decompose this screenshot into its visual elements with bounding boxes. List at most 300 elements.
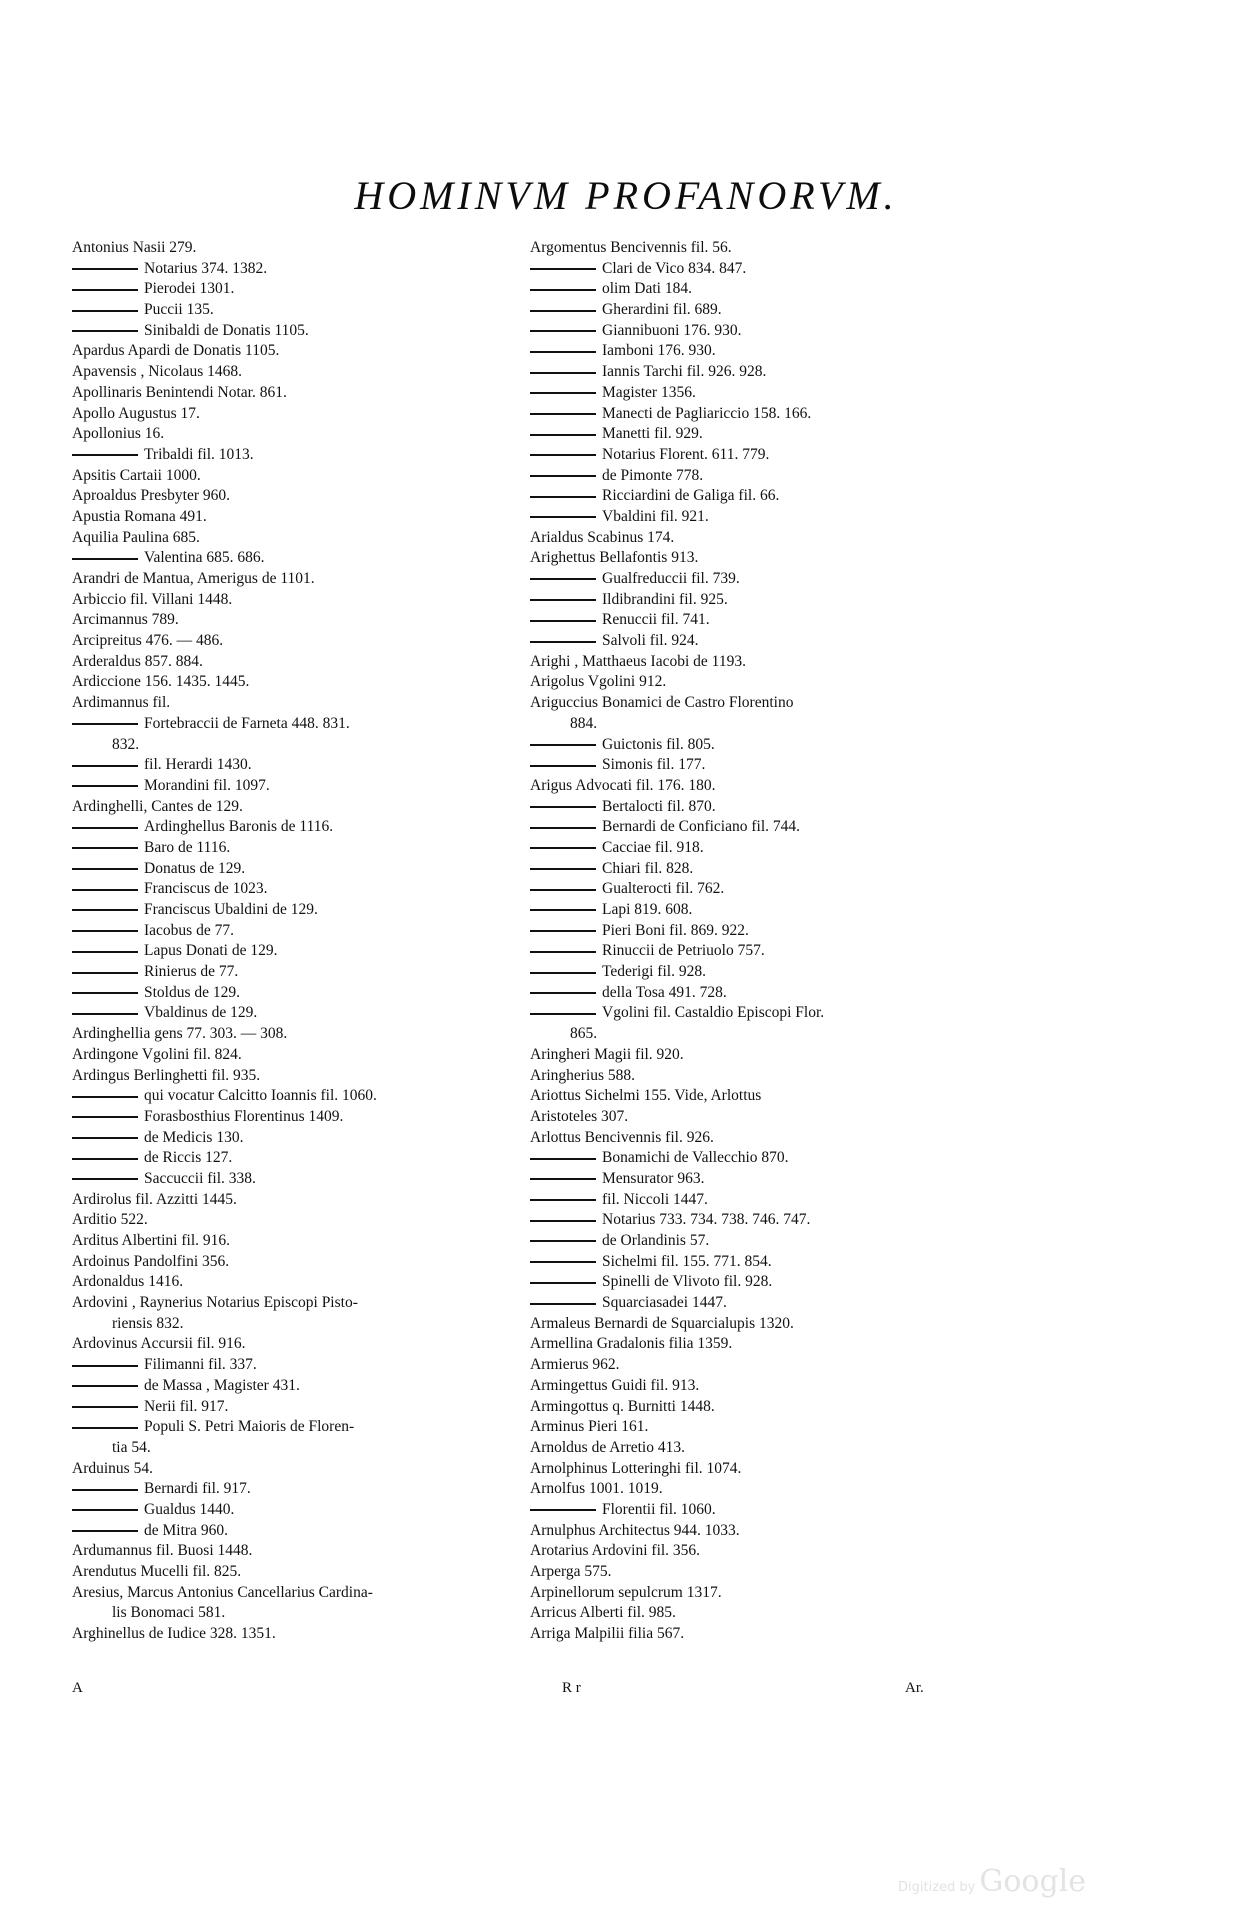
index-entry bbox=[72, 1148, 542, 1169]
index-entry-text: Arditus Albertini fil. 916. bbox=[72, 1232, 231, 1249]
catchword: Ar. bbox=[905, 1680, 924, 1696]
index-entry-text: de Medicis 130. bbox=[144, 1128, 244, 1146]
index-entry bbox=[530, 921, 960, 942]
index-entry-text: Ardingus Berlinghetti fil. 935. bbox=[72, 1066, 261, 1084]
ditto-dash bbox=[530, 496, 596, 498]
index-entry bbox=[530, 693, 960, 714]
ditto-dash bbox=[530, 1220, 596, 1222]
ditto-dash bbox=[530, 392, 596, 394]
index-entry-text: Ardiccione 156. 1435. 1445. bbox=[72, 673, 250, 691]
index-entry bbox=[530, 900, 960, 921]
index-entry bbox=[530, 404, 960, 425]
ditto-dash bbox=[72, 1406, 138, 1408]
index-entry bbox=[530, 507, 960, 528]
index-entry-text: Ariottus Sichelmi 155. Vide, Arlottus bbox=[530, 1087, 762, 1105]
index-entry bbox=[530, 1334, 960, 1355]
ditto-dash bbox=[72, 847, 138, 849]
index-entry bbox=[72, 1190, 542, 1211]
ditto-dash bbox=[72, 765, 138, 767]
index-entry bbox=[530, 962, 960, 983]
index-entry bbox=[72, 693, 542, 714]
index-entry bbox=[530, 1603, 960, 1624]
index-entry bbox=[72, 755, 542, 776]
index-entry-text: Franciscus de 1023. bbox=[144, 880, 268, 898]
index-entry-text: Rinuccii de Petriuolo 757. bbox=[602, 942, 765, 960]
index-entry bbox=[72, 1293, 542, 1314]
index-entry bbox=[72, 652, 542, 673]
index-entry-text: Ardonaldus 1416. bbox=[72, 1273, 184, 1291]
index-entry bbox=[72, 983, 542, 1004]
index-entry-text: Notarius Florent. 611. 779. bbox=[602, 445, 770, 463]
index-entry bbox=[530, 1541, 960, 1562]
index-entry bbox=[530, 776, 960, 797]
index-entry-text: Squarciasadei 1447. bbox=[602, 1294, 727, 1312]
index-entry bbox=[72, 1272, 542, 1293]
index-entry-text: Arnoldus de Arretio 413. bbox=[530, 1438, 685, 1456]
ditto-dash bbox=[530, 641, 596, 643]
index-entry-text: olim Dati 184. bbox=[602, 280, 692, 298]
ditto-dash bbox=[72, 1137, 138, 1139]
index-entry bbox=[530, 300, 960, 321]
index-entry-text: Arperga 575. bbox=[530, 1563, 612, 1580]
index-entry-text: Giannibuoni 176. 930. bbox=[602, 321, 742, 339]
ditto-dash bbox=[72, 330, 138, 332]
index-entry bbox=[72, 941, 542, 962]
ditto-dash bbox=[530, 578, 596, 580]
index-entry-text: de Massa , Magister 431. bbox=[144, 1376, 300, 1394]
index-entry bbox=[72, 610, 542, 631]
index-entry bbox=[72, 1500, 542, 1521]
index-entry-text: Armingottus q. Burnitti 1448. bbox=[530, 1397, 715, 1415]
index-entry-text: Arlottus Bencivennis fil. 926. bbox=[530, 1128, 714, 1146]
ditto-dash bbox=[72, 454, 138, 456]
index-entry-text: qui vocatur Calcitto Ioannis fil. 1060. bbox=[144, 1087, 377, 1105]
ditto-dash bbox=[530, 310, 596, 312]
index-entry bbox=[72, 714, 542, 735]
index-entry-text: Apollo Augustus 17. bbox=[72, 404, 200, 422]
index-entry-continuation bbox=[72, 1603, 542, 1624]
index-column-right bbox=[530, 238, 960, 1645]
index-entry-text: Vbaldinus de 129. bbox=[144, 1004, 258, 1022]
index-entry-text: Simonis fil. 177. bbox=[602, 756, 706, 774]
index-entry bbox=[72, 879, 542, 900]
watermark-brand: Google bbox=[979, 1864, 1086, 1899]
page-title: HOMINVM PROFANORVM. bbox=[354, 173, 898, 218]
index-entry-text: Aristoteles 307. bbox=[530, 1107, 629, 1125]
index-entry bbox=[72, 300, 542, 321]
index-entry bbox=[72, 1541, 542, 1562]
index-entry bbox=[72, 962, 542, 983]
index-entry bbox=[530, 590, 960, 611]
ditto-dash bbox=[530, 351, 596, 353]
index-entry bbox=[72, 672, 542, 693]
index-entry bbox=[72, 1128, 542, 1149]
index-entry-text: Forasbosthius Florentinus 1409. bbox=[144, 1107, 344, 1125]
index-entry-text: riensis 832. bbox=[112, 1314, 184, 1332]
index-entry-text: de Orlandinis 57. bbox=[602, 1232, 710, 1249]
index-entry-text: de Riccis 127. bbox=[144, 1149, 233, 1167]
index-entry-text: Ardinghellia gens 77. 303. — 308. bbox=[72, 1025, 288, 1043]
index-entry-text: Arandri de Mantua, Amerigus de 1101. bbox=[72, 570, 315, 587]
ditto-dash bbox=[530, 972, 596, 974]
index-entry bbox=[72, 362, 542, 383]
ditto-dash bbox=[72, 558, 138, 560]
index-entry bbox=[530, 1562, 960, 1583]
index-entry bbox=[530, 1314, 960, 1335]
index-entry-text: Stoldus de 129. bbox=[144, 983, 241, 1001]
index-entry bbox=[530, 1397, 960, 1418]
index-entry bbox=[72, 1521, 542, 1542]
index-entry bbox=[530, 279, 960, 300]
index-entry-text: Gualdus 1440. bbox=[144, 1500, 235, 1518]
index-entry-text: Spinelli de Vlivoto fil. 928. bbox=[602, 1273, 773, 1291]
index-entry-text: Arminus Pieri 161. bbox=[530, 1418, 649, 1436]
ditto-dash bbox=[72, 1427, 138, 1429]
index-entry-text: 884. bbox=[570, 714, 598, 732]
index-entry-text: Arduinus 54. bbox=[72, 1459, 153, 1477]
index-entry bbox=[72, 1417, 542, 1438]
index-entry-text: Arghinellus de Iudice 328. 1351. bbox=[72, 1625, 276, 1643]
index-entry-text: della Tosa 491. 728. bbox=[602, 983, 727, 1001]
index-entry bbox=[72, 507, 542, 528]
index-entry bbox=[530, 1459, 960, 1480]
index-entry bbox=[530, 424, 960, 445]
ditto-dash bbox=[72, 310, 138, 312]
ditto-dash bbox=[530, 454, 596, 456]
ditto-dash bbox=[530, 289, 596, 291]
index-entry-text: de Mitra 960. bbox=[144, 1521, 228, 1539]
index-entry-text: Manecti de Pagliariccio 158. 166. bbox=[602, 404, 812, 422]
index-entry bbox=[530, 1190, 960, 1211]
ditto-dash bbox=[72, 785, 138, 787]
index-entry-text: Saccuccii fil. 338. bbox=[144, 1169, 256, 1187]
index-entry-continuation bbox=[530, 714, 960, 735]
index-entry-text: Ardumannus fil. Buosi 1448. bbox=[72, 1542, 253, 1560]
ditto-dash bbox=[72, 268, 138, 270]
ditto-dash bbox=[72, 1096, 138, 1098]
index-entry bbox=[530, 879, 960, 900]
ditto-dash bbox=[530, 475, 596, 477]
index-entry-text: Arnulphus Architectus 944. 1033. bbox=[530, 1521, 740, 1539]
index-entry-text: Argomentus Bencivennis fil. 56. bbox=[530, 239, 732, 256]
index-entry-text: Franciscus Ubaldini de 129. bbox=[144, 901, 318, 918]
index-entry-text: Iacobus de 77. bbox=[144, 921, 234, 939]
index-entry-text: Ricciardini de Galiga fil. 66. bbox=[602, 487, 780, 505]
index-entry-text: Aproaldus Presbyter 960. bbox=[72, 487, 230, 505]
ditto-dash bbox=[72, 972, 138, 974]
index-entry-continuation bbox=[72, 735, 542, 756]
index-entry bbox=[72, 404, 542, 425]
ditto-dash bbox=[530, 516, 596, 518]
ditto-dash bbox=[72, 868, 138, 870]
index-entry-text: Arendutus Mucelli fil. 825. bbox=[72, 1563, 242, 1580]
index-entry bbox=[530, 1583, 960, 1604]
ditto-dash bbox=[530, 268, 596, 270]
index-entry-text: Apsitis Cartaii 1000. bbox=[72, 466, 201, 484]
ditto-dash bbox=[530, 930, 596, 932]
index-entry-text: Ardingone Vgolini fil. 824. bbox=[72, 1045, 242, 1063]
index-entry-text: Apollinaris Benintendi Notar. 861. bbox=[72, 383, 287, 401]
index-entry bbox=[72, 838, 542, 859]
index-entry-text: Aquilia Paulina 685. bbox=[72, 528, 200, 546]
index-entry bbox=[530, 797, 960, 818]
index-entry-text: Arigolus Vgolini 912. bbox=[530, 673, 667, 691]
index-entry-text: Iamboni 176. 930. bbox=[602, 342, 716, 360]
index-entry-text: Apardus Apardi de Donatis 1105. bbox=[72, 342, 280, 360]
index-entry bbox=[530, 672, 960, 693]
index-entry bbox=[530, 259, 960, 280]
index-entry bbox=[72, 1355, 542, 1376]
index-entry-text: Gualfreduccii fil. 739. bbox=[602, 570, 740, 587]
index-entry-text: Arditio 522. bbox=[72, 1211, 148, 1229]
index-entry-text: Bonamichi de Vallecchio 870. bbox=[602, 1149, 789, 1167]
index-entry bbox=[72, 1252, 542, 1273]
index-entry-text: Armellina Gradalonis filia 1359. bbox=[530, 1335, 733, 1353]
ditto-dash bbox=[72, 1385, 138, 1387]
index-entry-text: Ardovini , Raynerius Notarius Episcopi Pisto- bbox=[72, 1294, 358, 1312]
index-entry-text: Armierus 962. bbox=[530, 1356, 620, 1374]
index-entry-text: Ariguccius Bonamici de Castro Florentino bbox=[530, 694, 794, 712]
index-entry bbox=[72, 445, 542, 466]
index-entry-text: Vgolini fil. Castaldio Episcopi Flor. bbox=[602, 1004, 825, 1022]
index-entry-text: Chiari fil. 828. bbox=[602, 859, 694, 877]
index-entry-text: Arcipreitus 476. — 486. bbox=[72, 632, 224, 650]
index-entry bbox=[530, 1293, 960, 1314]
index-entry bbox=[72, 383, 542, 404]
index-entry bbox=[72, 1024, 542, 1045]
index-entry bbox=[530, 445, 960, 466]
ditto-dash bbox=[72, 951, 138, 953]
index-entry-text: Morandini fil. 1097. bbox=[144, 776, 270, 794]
ditto-dash bbox=[72, 289, 138, 291]
index-entry-text: Renuccii fil. 741. bbox=[602, 611, 710, 629]
index-entry-text: Aringherius 588. bbox=[530, 1066, 636, 1084]
index-entry bbox=[530, 1128, 960, 1149]
index-entry-text: Nerii fil. 917. bbox=[144, 1397, 229, 1415]
index-entry bbox=[530, 735, 960, 756]
index-entry-text: Cacciae fil. 918. bbox=[602, 838, 704, 856]
ditto-dash bbox=[72, 1530, 138, 1532]
index-entry-text: Florentii fil. 1060. bbox=[602, 1500, 716, 1518]
index-entry bbox=[72, 1376, 542, 1397]
index-entry bbox=[530, 1521, 960, 1542]
index-entry-text: fil. Niccoli 1447. bbox=[602, 1190, 708, 1208]
index-entry-text: Pierodei 1301. bbox=[144, 280, 235, 298]
ditto-dash bbox=[72, 889, 138, 891]
index-entry bbox=[530, 1355, 960, 1376]
index-entry-text: Ardirolus fil. Azzitti 1445. bbox=[72, 1190, 237, 1208]
index-entry bbox=[530, 321, 960, 342]
index-entry bbox=[530, 1231, 960, 1252]
signature-mark-middle: R r bbox=[562, 1680, 581, 1696]
ditto-dash bbox=[72, 827, 138, 829]
index-entry bbox=[72, 1107, 542, 1128]
ditto-dash bbox=[530, 1261, 596, 1263]
index-entry-text: Arotarius Ardovini fil. 356. bbox=[530, 1542, 701, 1560]
index-entry-text: Aresius, Marcus Antonius Cancellarius Cardina- bbox=[72, 1583, 373, 1601]
index-entry bbox=[530, 1066, 960, 1087]
index-entry-text: Armingettus Guidi fil. 913. bbox=[530, 1376, 700, 1394]
ditto-dash bbox=[72, 909, 138, 911]
ditto-dash bbox=[530, 992, 596, 994]
index-entry-text: Mensurator 963. bbox=[602, 1169, 705, 1187]
ditto-dash bbox=[530, 1509, 596, 1511]
index-entry bbox=[72, 466, 542, 487]
index-entry bbox=[530, 817, 960, 838]
ditto-dash bbox=[72, 1489, 138, 1491]
index-entry bbox=[72, 776, 542, 797]
index-entry-text: Tribaldi fil. 1013. bbox=[144, 445, 254, 463]
index-entry bbox=[72, 486, 542, 507]
index-entry-text: Apustia Romana 491. bbox=[72, 507, 207, 525]
index-entry bbox=[72, 569, 542, 590]
index-entry bbox=[530, 1272, 960, 1293]
ditto-dash bbox=[530, 765, 596, 767]
index-entry bbox=[530, 1148, 960, 1169]
index-entry bbox=[530, 1479, 960, 1500]
digitized-watermark bbox=[898, 1864, 1086, 1899]
index-entry-text: Puccii 135. bbox=[144, 301, 214, 319]
ditto-dash bbox=[72, 930, 138, 932]
index-entry bbox=[72, 1624, 542, 1645]
index-entry-text: Ardovinus Accursii fil. 916. bbox=[72, 1335, 246, 1353]
index-entry bbox=[72, 548, 542, 569]
ditto-dash bbox=[530, 1178, 596, 1180]
index-entry-text: Bertalocti fil. 870. bbox=[602, 797, 716, 815]
ditto-dash bbox=[530, 847, 596, 849]
index-entry bbox=[72, 1210, 542, 1231]
index-entry bbox=[72, 424, 542, 445]
ditto-dash bbox=[530, 372, 596, 374]
index-entry-text: tia 54. bbox=[112, 1438, 151, 1456]
ditto-dash bbox=[72, 723, 138, 725]
ditto-dash bbox=[72, 1365, 138, 1367]
index-entry-text: Gualterocti fil. 762. bbox=[602, 880, 725, 898]
index-entry bbox=[530, 1500, 960, 1521]
ditto-dash bbox=[530, 434, 596, 436]
ditto-dash bbox=[530, 806, 596, 808]
index-entry-text: Arnolphinus Lotteringhi fil. 1074. bbox=[530, 1459, 742, 1477]
index-entry bbox=[72, 1562, 542, 1583]
ditto-dash bbox=[530, 744, 596, 746]
index-entry-text: Salvoli fil. 924. bbox=[602, 632, 699, 650]
index-entry bbox=[530, 1624, 960, 1645]
index-entry-text: Tederigi fil. 928. bbox=[602, 963, 706, 981]
index-entry bbox=[530, 1252, 960, 1273]
index-entry-text: Arpinellorum sepulcrum 1317. bbox=[530, 1583, 722, 1601]
index-entry bbox=[72, 1479, 542, 1500]
index-entry-text: Notarius 374. 1382. bbox=[144, 259, 268, 277]
index-entry-text: fil. Herardi 1430. bbox=[144, 756, 252, 774]
index-entry-continuation bbox=[530, 1024, 960, 1045]
signature-mark-left: A bbox=[72, 1680, 83, 1696]
index-entry bbox=[530, 383, 960, 404]
ditto-dash bbox=[530, 1240, 596, 1242]
index-entry-text: Bernardi fil. 917. bbox=[144, 1480, 251, 1498]
index-entry bbox=[530, 652, 960, 673]
index-entry-text: 865. bbox=[570, 1025, 598, 1043]
ditto-dash bbox=[530, 1013, 596, 1015]
index-entry bbox=[72, 321, 542, 342]
index-entry-text: Apollonius 16. bbox=[72, 425, 165, 443]
index-entry-text: Arricus Alberti fil. 985. bbox=[530, 1604, 676, 1622]
index-entry-text: Baro de 1116. bbox=[144, 838, 231, 856]
index-entry bbox=[72, 528, 542, 549]
index-entry bbox=[530, 859, 960, 880]
ditto-dash bbox=[530, 330, 596, 332]
index-entry bbox=[530, 466, 960, 487]
index-entry-text: Magister 1356. bbox=[602, 383, 696, 401]
ditto-dash bbox=[530, 1158, 596, 1160]
index-entry bbox=[72, 859, 542, 880]
index-entry bbox=[530, 1376, 960, 1397]
index-entry-text: Guictonis fil. 805. bbox=[602, 735, 715, 753]
index-entry bbox=[530, 1438, 960, 1459]
index-entry-text: Arnolfus 1001. 1019. bbox=[530, 1480, 663, 1498]
index-entry bbox=[72, 631, 542, 652]
index-entry-text: Arialdus Scabinus 174. bbox=[530, 528, 675, 546]
index-entry-text: Aringheri Magii fil. 920. bbox=[530, 1045, 684, 1063]
index-entry bbox=[72, 238, 542, 259]
index-entry-text: Notarius 733. 734. 738. 746. 747. bbox=[602, 1211, 811, 1229]
index-entry bbox=[72, 1334, 542, 1355]
index-entry bbox=[72, 1397, 542, 1418]
index-entry-text: Arigus Advocati fil. 176. 180. bbox=[530, 776, 716, 794]
index-entry-text: Sichelmi fil. 155. 771. 854. bbox=[602, 1252, 772, 1270]
index-entry bbox=[72, 341, 542, 362]
index-entry bbox=[72, 1583, 542, 1604]
index-entry-text: Arriga Malpilii filia 567. bbox=[530, 1625, 685, 1643]
ditto-dash bbox=[530, 413, 596, 415]
index-entry bbox=[530, 528, 960, 549]
index-entry-text: Arcimannus 789. bbox=[72, 611, 179, 629]
ditto-dash bbox=[72, 1509, 138, 1511]
index-entry bbox=[72, 1066, 542, 1087]
index-entry bbox=[530, 569, 960, 590]
index-entry bbox=[72, 1231, 542, 1252]
index-entry-text: Antonius Nasii 279. bbox=[72, 239, 197, 256]
index-entry bbox=[72, 1045, 542, 1066]
index-entry-text: Rinierus de 77. bbox=[144, 963, 239, 981]
index-column-left bbox=[72, 238, 542, 1645]
index-entry-text: Populi S. Petri Maioris de Floren- bbox=[144, 1418, 355, 1436]
index-entry bbox=[72, 797, 542, 818]
index-entry bbox=[72, 1086, 542, 1107]
ditto-dash bbox=[530, 909, 596, 911]
index-entry-text: Bernardi de Conficiano fil. 744. bbox=[602, 818, 801, 836]
index-entry bbox=[72, 817, 542, 838]
ditto-dash bbox=[72, 1158, 138, 1160]
index-entry-text: Arighettus Bellafontis 913. bbox=[530, 549, 699, 567]
index-entry-text: Ardinghellus Baronis de 1116. bbox=[144, 818, 334, 836]
index-entry-text: Filimanni fil. 337. bbox=[144, 1356, 257, 1374]
index-entry-text: Ardimannus fil. bbox=[72, 694, 171, 712]
index-entry bbox=[530, 610, 960, 631]
index-entry bbox=[72, 1459, 542, 1480]
ditto-dash bbox=[530, 951, 596, 953]
index-entry bbox=[530, 1417, 960, 1438]
index-entry bbox=[72, 921, 542, 942]
index-entry-text: Arbiccio fil. Villani 1448. bbox=[72, 590, 233, 608]
index-entry-text: Arderaldus 857. 884. bbox=[72, 652, 203, 670]
ditto-dash bbox=[72, 1178, 138, 1180]
ditto-dash bbox=[530, 1282, 596, 1284]
ditto-dash bbox=[530, 827, 596, 829]
index-entry-text: Lapi 819. 608. bbox=[602, 901, 693, 918]
index-entry bbox=[530, 1107, 960, 1128]
index-entry-text: Donatus de 129. bbox=[144, 859, 246, 877]
index-entry bbox=[530, 1003, 960, 1024]
